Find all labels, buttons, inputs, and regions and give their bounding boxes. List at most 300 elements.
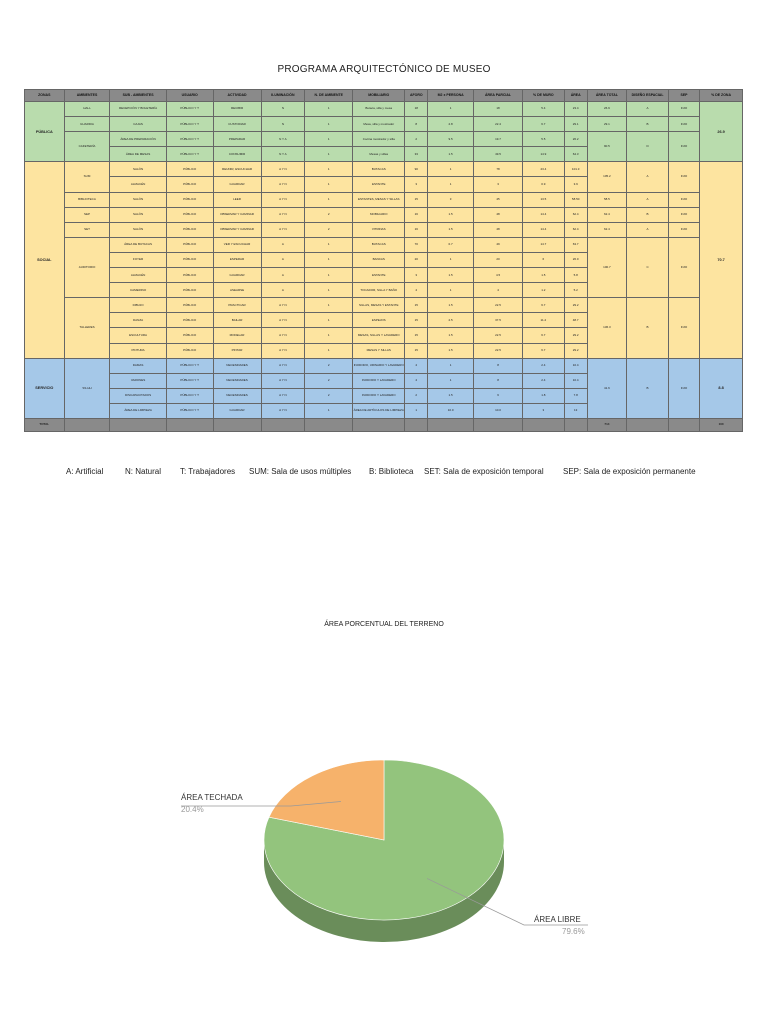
- table-cell: NECESIDADES: [213, 388, 261, 403]
- area-total-cell: 105.2: [587, 162, 627, 192]
- column-header: N. DE AMBIENTE: [305, 90, 353, 102]
- ambient-cell: GUARDIA: [64, 117, 110, 132]
- table-cell: 15: [405, 313, 428, 328]
- table-cell: 1: [305, 298, 353, 313]
- table-cell: 18: [405, 102, 428, 117]
- table-cell: 1.5: [428, 222, 474, 237]
- table-cell: 1: [305, 177, 353, 192]
- table-cell: 1: [428, 162, 474, 177]
- table-cell: RECIBIR: [213, 102, 261, 117]
- table-cell: VITRINAS: [353, 222, 405, 237]
- table-cell: N Y A: [261, 132, 305, 147]
- table-cell: 3: [474, 177, 523, 192]
- chart-title: ÁREA PORCENTUAL DEL TERRENO: [324, 621, 444, 628]
- table-cell: 2.4: [523, 373, 565, 388]
- table-cell: VER Y ESCUCHAR: [213, 237, 261, 252]
- total-area: 714: [587, 418, 627, 431]
- column-header: SUB - AMBIENTES: [110, 90, 166, 102]
- table-cell: PÚBLICO: [166, 252, 213, 267]
- table-cell: MESAS, SILLAS Y LAVADERO: [353, 328, 405, 343]
- table-cell: VARONES: [110, 373, 166, 388]
- table-cell: FOYER: [110, 252, 166, 267]
- table-row: [25, 162, 743, 177]
- legend-item: B: Biblioteca: [369, 467, 414, 476]
- table-cell: CONSUMIR: [213, 147, 261, 162]
- sep-cell: FIJO: [668, 102, 699, 117]
- table-cell: 58.50: [564, 192, 587, 207]
- area-total-cell: 90.5: [587, 132, 627, 162]
- table-cell: [353, 418, 405, 431]
- column-header: % DE ZONA: [700, 90, 743, 102]
- table-cell: 5.5: [523, 132, 565, 147]
- table-cell: 2: [305, 358, 353, 373]
- table-cell: [627, 418, 669, 431]
- table-cell: GUARDAR: [213, 403, 261, 418]
- table-row: [25, 102, 743, 117]
- table-cell: 1: [305, 403, 353, 418]
- table-cell: 5.2: [564, 283, 587, 298]
- table-cell: ÁREA DE LIMPIEZA: [110, 403, 166, 418]
- design-cell: A: [627, 192, 669, 207]
- table-cell: [110, 418, 166, 431]
- table-cell: ESTANTES, MESAS Y SILLAS: [353, 192, 405, 207]
- table-cell: PÚBLICO Y T: [166, 358, 213, 373]
- table-cell: PÚBLICO: [166, 283, 213, 298]
- sep-cell: FIJO: [668, 132, 699, 162]
- table-cell: A Y N: [261, 343, 305, 358]
- table-cell: TOCADOR, SILLA Y BAÑO: [353, 283, 405, 298]
- table-cell: PÚBLICO: [166, 192, 213, 207]
- table-cell: 10.0: [474, 403, 523, 418]
- table-cell: Mesas y sillas: [353, 147, 405, 162]
- table-cell: Butaca, silla y mesa: [353, 102, 405, 117]
- table-cell: ÁREA DE PREPARACIÓN: [110, 132, 166, 147]
- table-cell: ÁREA DE MESAS: [110, 147, 166, 162]
- table-cell: MESAS Y SILLAS: [353, 343, 405, 358]
- table-cell: ESTANTE: [353, 177, 405, 192]
- table-cell: PÚBLICO Y T: [166, 117, 213, 132]
- sep-cell: FIJO: [668, 192, 699, 207]
- table-cell: DAMAS: [110, 358, 166, 373]
- table-cell: 29.2: [564, 328, 587, 343]
- table-cell: 78: [474, 162, 523, 177]
- table-cell: 15: [405, 192, 428, 207]
- table-cell: PÚBLICO: [166, 343, 213, 358]
- table-cell: N Y A: [261, 147, 305, 162]
- table-cell: 1: [305, 132, 353, 147]
- design-cell: C: [627, 237, 669, 297]
- table-cell: ÁREA DE BUTACAS: [110, 237, 166, 252]
- table-cell: 10.0: [428, 403, 474, 418]
- table-cell: A: [261, 268, 305, 283]
- table-cell: 64.3: [564, 147, 587, 162]
- column-header: AMBIENTES: [64, 90, 110, 102]
- table-cell: ESPERAR: [213, 252, 261, 267]
- sep-cell: FIJO: [668, 162, 699, 192]
- table-row: [25, 298, 743, 313]
- table-cell: 49.5: [474, 147, 523, 162]
- table-cell: 3: [405, 177, 428, 192]
- table-cell: 3: [523, 403, 565, 418]
- table-cell: 1: [428, 102, 474, 117]
- table-cell: N: [261, 117, 305, 132]
- table-cell: 26.2: [564, 132, 587, 147]
- table-cell: 1: [305, 252, 353, 267]
- area-total-cell: 62.4: [587, 222, 627, 237]
- zone-pct-cell: 26.9: [700, 102, 743, 162]
- table-cell: ESTANTE: [353, 268, 405, 283]
- legend-item: SET: Sala de exposición temporal: [424, 467, 544, 476]
- table-cell: CUSTODIAR: [213, 117, 261, 132]
- table-cell: A: [261, 237, 305, 252]
- table-cell: GUARDAR: [213, 268, 261, 283]
- table-cell: INODORO Y LAVADERO: [353, 388, 405, 403]
- table-cell: PÚBLICO Y T: [166, 147, 213, 162]
- legend-item: N: Natural: [125, 467, 162, 476]
- table-cell: 1: [305, 328, 353, 343]
- table-cell: [261, 418, 305, 431]
- table-cell: PÚBLICO Y T: [166, 102, 213, 117]
- table-cell: MOBILIARIO: [353, 207, 405, 222]
- column-header: AFORO: [405, 90, 428, 102]
- table-cell: A Y N: [261, 388, 305, 403]
- area-total-cell: 29.1: [587, 117, 627, 132]
- table-cell: 6: [523, 252, 565, 267]
- table-cell: 1.5: [428, 343, 474, 358]
- table-row: [25, 237, 743, 252]
- table-cell: 5.8: [564, 268, 587, 283]
- table-cell: REUNIR, ESCUCHAR: [213, 162, 261, 177]
- legend-item: A: Artificial: [66, 467, 104, 476]
- table-cell: LEER: [213, 192, 261, 207]
- column-header: ÁREA: [564, 90, 587, 102]
- legend-item: SEP: Sala de exposición permanente: [563, 467, 696, 476]
- ambient-cell: SET: [64, 222, 110, 237]
- table-cell: 2: [305, 207, 353, 222]
- table-cell: RECEPCIÓN Y BOLETERÍA: [110, 102, 166, 117]
- table-cell: 1: [305, 237, 353, 252]
- table-cell: 49: [474, 237, 523, 252]
- table-cell: PINTURA: [110, 343, 166, 358]
- zone-cell: SERVICIO: [25, 358, 65, 418]
- table-cell: NECESIDADES: [213, 358, 261, 373]
- table-cell: 1: [428, 252, 474, 267]
- ambient-cell: SS.HH: [64, 358, 110, 418]
- table-cell: PÚBLICO: [166, 328, 213, 343]
- table-cell: 1.8: [523, 388, 565, 403]
- table-cell: 16: [405, 207, 428, 222]
- table-cell: MODELAR: [213, 328, 261, 343]
- table-cell: 29.2: [564, 298, 587, 313]
- table-cell: 14.4: [523, 222, 565, 237]
- table-cell: 14.9: [523, 147, 565, 162]
- ambient-cell: SUM: [64, 162, 110, 192]
- table-cell: 11.2: [523, 313, 565, 328]
- sep-cell: FIJO: [668, 222, 699, 237]
- table-cell: [166, 418, 213, 431]
- table-cell: 1: [305, 162, 353, 177]
- table-cell: 1: [305, 268, 353, 283]
- table-cell: 1.5: [428, 388, 474, 403]
- table-cell: 6.7: [523, 343, 565, 358]
- table-cell: PÚBLICO: [166, 162, 213, 177]
- table-cell: ÁREA DE ARTÍCULOS DE LIMPIEZA: [353, 403, 405, 418]
- table-cell: 1: [405, 403, 428, 418]
- area-total-cell: 26.9: [587, 102, 627, 117]
- table-cell: SALÓN: [110, 222, 166, 237]
- table-cell: 14.4: [523, 207, 565, 222]
- table-cell: ALMACÉN: [110, 268, 166, 283]
- table-cell: 1: [305, 102, 353, 117]
- table-cell: 62.4: [564, 222, 587, 237]
- table-row: [25, 192, 743, 207]
- table-cell: 4.5: [474, 268, 523, 283]
- sep-cell: FIJO: [668, 207, 699, 222]
- table-cell: SALÓN: [110, 192, 166, 207]
- table-cell: 1.5: [428, 207, 474, 222]
- table-cell: 7.8: [564, 388, 587, 403]
- table-cell: PÚBLICO: [166, 298, 213, 313]
- table-cell: 1: [428, 177, 474, 192]
- table-cell: 1: [428, 283, 474, 298]
- table-cell: 26.0: [564, 252, 587, 267]
- column-header: M2 x PERSONA: [428, 90, 474, 102]
- ambient-cell: TALLERES: [64, 298, 110, 358]
- table-cell: 15: [405, 328, 428, 343]
- pie-label-1: ÁREA TECHADA: [181, 793, 243, 802]
- table-cell: SALÓN: [110, 207, 166, 222]
- table-cell: A Y N: [261, 328, 305, 343]
- table-cell: 29.1: [564, 117, 587, 132]
- table-cell: PÚBLICO: [166, 177, 213, 192]
- table-cell: 20: [405, 252, 428, 267]
- table-cell: PÚBLICO: [166, 237, 213, 252]
- table-cell: 2: [405, 132, 428, 147]
- column-header: ÁREA TOTAL: [587, 90, 627, 102]
- table-cell: 5.4: [523, 102, 565, 117]
- ambient-cell: AUDITORIO: [64, 237, 110, 297]
- table-cell: 8: [474, 373, 523, 388]
- pie-label-0: ÁREA LIBRE: [534, 915, 581, 924]
- table-cell: 22.5: [474, 328, 523, 343]
- table-cell: 1.5: [428, 147, 474, 162]
- table-cell: [64, 418, 110, 431]
- column-header: ÁREA PARCIAL: [474, 90, 523, 102]
- table-cell: 6.7: [523, 328, 565, 343]
- table-cell: 33: [405, 147, 428, 162]
- column-header: ILUMINACIÓN: [261, 90, 305, 102]
- table-cell: ALMACÉN: [110, 177, 166, 192]
- table-cell: [523, 418, 565, 431]
- table-cell: 2.8: [428, 117, 474, 132]
- table-cell: [405, 418, 428, 431]
- table-cell: DISCAPACITADOS: [110, 388, 166, 403]
- table-row: [25, 132, 743, 147]
- area-total-cell: 58.5: [587, 192, 627, 207]
- table-cell: 1.5: [428, 328, 474, 343]
- table-cell: PINTAR: [213, 343, 261, 358]
- column-header: MOBILIARIO: [353, 90, 405, 102]
- total-row: [25, 418, 743, 431]
- table-cell: 0.9: [523, 177, 565, 192]
- table-cell: 15: [405, 298, 428, 313]
- column-header: ACTIVIDAD: [213, 90, 261, 102]
- table-cell: PÚBLICO: [166, 313, 213, 328]
- table-cell: [213, 418, 261, 431]
- table-cell: [564, 418, 587, 431]
- design-cell: B: [627, 298, 669, 358]
- table-cell: BUTACAS: [353, 162, 405, 177]
- table-cell: 37.5: [474, 313, 523, 328]
- column-header: SEP: [668, 90, 699, 102]
- table-cell: A Y N: [261, 222, 305, 237]
- table-cell: CAMERINO: [110, 283, 166, 298]
- table-cell: NECESIDADES: [213, 373, 261, 388]
- table-cell: PÚBLICO: [166, 268, 213, 283]
- table-cell: 1: [428, 373, 474, 388]
- table-cell: PÚBLICO Y T: [166, 403, 213, 418]
- table-cell: PÚBLICO: [166, 222, 213, 237]
- table-cell: 101.3: [564, 162, 587, 177]
- sep-cell: FIJO: [668, 358, 699, 418]
- table-cell: ESPEJOS: [353, 313, 405, 328]
- column-header: ZONAS: [25, 90, 65, 102]
- table-cell: INODORO Y LAVADERO: [353, 373, 405, 388]
- page-title: PROGRAMA ARQUITECTÓNICO DE MUSEO: [277, 64, 491, 75]
- table-cell: 48: [474, 207, 523, 222]
- table-cell: ASEARSE: [213, 283, 261, 298]
- table-cell: 1.5: [428, 268, 474, 283]
- table-cell: [305, 418, 353, 431]
- table-cell: 22.5: [474, 298, 523, 313]
- table-cell: BAILAR: [213, 313, 261, 328]
- table-cell: 1: [305, 343, 353, 358]
- table-cell: 48: [474, 222, 523, 237]
- table-cell: 8: [405, 117, 428, 132]
- table-cell: 3.9: [564, 177, 587, 192]
- table-cell: 2.4: [523, 358, 565, 373]
- program-table: [24, 89, 743, 432]
- table-cell: 62.4: [564, 207, 587, 222]
- table-cell: ESCULTURA: [110, 328, 166, 343]
- table-cell: 1: [305, 313, 353, 328]
- design-cell: B: [627, 117, 669, 132]
- table-cell: 1: [305, 283, 353, 298]
- sep-cell: FIJO: [668, 237, 699, 297]
- table-cell: A Y N: [261, 358, 305, 373]
- table-cell: 3: [428, 192, 474, 207]
- table-cell: A: [261, 252, 305, 267]
- table-cell: A Y N: [261, 403, 305, 418]
- legend-item: SUM: Sala de usos múltiples: [249, 467, 352, 476]
- table-row: [25, 358, 743, 373]
- table-cell: 6.7: [523, 298, 565, 313]
- table-cell: 19.7: [474, 132, 523, 147]
- area-total-cell: 41.6: [587, 358, 627, 418]
- table-cell: PÚBLICO Y T: [166, 132, 213, 147]
- table-cell: 6: [474, 388, 523, 403]
- area-total-cell: 62.4: [587, 207, 627, 222]
- table-cell: 23.4: [564, 102, 587, 117]
- table-cell: 1: [305, 147, 353, 162]
- table-cell: PRACTICAR: [213, 298, 261, 313]
- table-cell: 2: [305, 373, 353, 388]
- table-cell: 4: [474, 283, 523, 298]
- table-cell: 63.7: [564, 237, 587, 252]
- table-cell: PREPARAR: [213, 132, 261, 147]
- pie-chart: [0, 760, 768, 1000]
- design-cell: B: [627, 358, 669, 418]
- table-cell: OBSERVAR Y CAMINAR: [213, 222, 261, 237]
- table-cell: 10.4: [564, 373, 587, 388]
- table-cell: [474, 418, 523, 431]
- table-cell: 0.7: [428, 237, 474, 252]
- table-cell: 10.4: [564, 358, 587, 373]
- table-cell: 4: [405, 358, 428, 373]
- table-cell: [428, 418, 474, 431]
- table-header-row: [25, 90, 743, 102]
- table-cell: A Y N: [261, 298, 305, 313]
- table-cell: 16: [405, 222, 428, 237]
- table-cell: A Y N: [261, 207, 305, 222]
- total-pct: 100: [700, 418, 743, 431]
- design-cell: A: [627, 222, 669, 237]
- table-cell: 8: [474, 358, 523, 373]
- table-cell: 48.7: [564, 313, 587, 328]
- table-cell: 23.4: [523, 162, 565, 177]
- table-cell: 13: [564, 403, 587, 418]
- table-row: [25, 117, 743, 132]
- table-cell: A: [261, 283, 305, 298]
- design-cell: D: [627, 132, 669, 162]
- table-cell: 45: [474, 192, 523, 207]
- table-cell: 2.5: [428, 313, 474, 328]
- ambient-cell: SEP: [64, 207, 110, 222]
- table-row: [25, 207, 743, 222]
- table-cell: 4: [405, 373, 428, 388]
- ambient-cell: BIBLIOTECA: [64, 192, 110, 207]
- zone-pct-cell: 8.8: [700, 358, 743, 418]
- table-cell: A Y N: [261, 162, 305, 177]
- table-cell: 90: [405, 162, 428, 177]
- table-cell: 1: [305, 192, 353, 207]
- sep-cell: FIJO: [668, 298, 699, 358]
- table-cell: 22.5: [474, 343, 523, 358]
- table-cell: BANCAS: [353, 252, 405, 267]
- table-cell: DANZA: [110, 313, 166, 328]
- table-cell: 6.7: [523, 117, 565, 132]
- table-cell: 1.5: [523, 268, 565, 283]
- table-cell: Mesa, silla y mostrador: [353, 117, 405, 132]
- table-cell: A Y N: [261, 313, 305, 328]
- table-cell: SILLAS, MESAS Y ESTANTE: [353, 298, 405, 313]
- table-cell: 70: [405, 237, 428, 252]
- table-cell: PÚBLICO Y T: [166, 373, 213, 388]
- table-cell: 3: [405, 268, 428, 283]
- table-cell: 2: [305, 388, 353, 403]
- pie-value-1: 20.4%: [181, 805, 204, 814]
- table-cell: 22.4: [474, 117, 523, 132]
- table-cell: N: [261, 102, 305, 117]
- table-cell: SALÓN: [110, 162, 166, 177]
- table-cell: 18: [474, 102, 523, 117]
- area-total-cell: 100.7: [587, 237, 627, 297]
- design-cell: A: [627, 102, 669, 117]
- zone-cell: PÚBLICA: [25, 102, 65, 162]
- table-cell: BUTACAS: [353, 237, 405, 252]
- table-cell: 2: [305, 222, 353, 237]
- table-cell: A Y N: [261, 373, 305, 388]
